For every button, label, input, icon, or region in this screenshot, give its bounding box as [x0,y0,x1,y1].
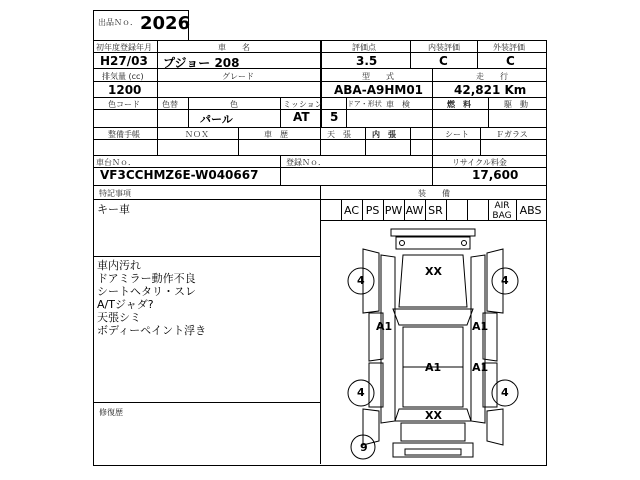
note-line: ドアミラー動作不良 [97,272,196,285]
car-name-value: プジョー 208 [163,56,240,70]
damage-roof: A1 [425,361,442,374]
car-diagram [321,221,545,464]
chassis-no-label: 車台Ｎｏ． [96,158,136,167]
equipment-item: PS [365,204,380,217]
recycle-fee-label: リサイクル料金 [452,158,507,167]
equipment-item: AIR BAG [492,201,512,221]
repair-history-label: 修復歴 [99,408,123,417]
door-label: ドア・形状 [347,100,382,108]
tire-front-right: 4 [501,274,509,287]
front-glass-label: Ｆガラス [496,130,528,139]
lot-label: 出品Ｎｏ． [98,18,138,27]
reg-year-label: 初年度登録年月 [96,43,152,52]
note-line: ボディーペイント浮き [97,324,207,337]
exterior-grade-label: 外装評価 [493,43,525,52]
score-value: 3.5 [356,54,378,68]
note-line: 車内汚れ [97,259,141,272]
displacement-label: 排気量 (cc) [102,72,144,81]
equipment-item: AC [343,204,359,217]
fuel-label: 燃 料 [447,100,471,109]
chassis-no-value: VF3CCHMZ6E-W040667 [100,168,259,182]
inspection-label: 車 検 [386,100,410,109]
seat-label: シート [445,130,469,139]
equipment-item: SR [428,204,443,217]
interior-grade-label: 内装評価 [428,43,460,52]
tint-label: 色替 [162,100,178,109]
color-value: パール [200,113,233,126]
note-line: A/Tジャダ? [97,298,154,311]
mission-label: ミッション [283,100,323,109]
nox-label: ＮＯＸ [185,130,209,139]
door-value: 5 [330,110,339,124]
damage-rear: XX [425,409,442,422]
score-label: 評価点 [352,43,376,52]
ceiling-label: 天 張 [327,130,351,139]
tire-spare: 9 [360,441,368,454]
interior-lining-label: 内 張 [372,130,396,139]
exterior-grade-value: C [506,54,515,68]
damage-right-front: A1 [472,320,489,333]
equipment-item: PW [384,204,403,217]
tire-rear-right: 4 [501,386,509,399]
equipment-item: ABS [519,204,542,217]
lot-number: 2026 [140,13,191,34]
notes-first: キー車 [97,203,130,216]
car-name-label: 車 名 [218,43,250,52]
maintenance-book-label: 整備手帳 [108,130,140,139]
color-code-label: 色コード [108,100,140,109]
registration-no-label: 登録Ｎｏ． [286,158,326,167]
drive-label: 駆 動 [504,100,528,109]
damage-left-front: A1 [376,320,393,333]
mission-value: AT [293,110,310,124]
model-label: 型 式 [362,72,394,81]
damage-front: XX [425,265,442,278]
grade-label: グレード [222,72,254,81]
damage-right-rear: A1 [472,361,489,374]
mileage-label: 走 行 [476,72,508,81]
equipment-label: 装 備 [418,189,450,198]
mileage-value: 42,821 Km [454,83,527,97]
notes-label: 特記事項 [99,189,131,198]
notes-list [97,259,206,337]
reg-year-value: H27/03 [100,54,148,68]
equipment-item: AW [405,204,424,217]
note-line: 天張シミ [97,311,141,324]
tire-front-left: 4 [357,274,365,287]
color-label: 色 [230,100,238,109]
model-value: ABA-A9HM01 [334,83,424,97]
recycle-fee-value: 17,600 [472,168,519,182]
note-line: シートヘタリ・スレ [97,285,196,298]
tire-rear-left: 4 [357,386,365,399]
displacement-value: 1200 [108,83,142,97]
history-label: 車 歴 [264,130,288,139]
interior-grade-value: C [439,54,448,68]
